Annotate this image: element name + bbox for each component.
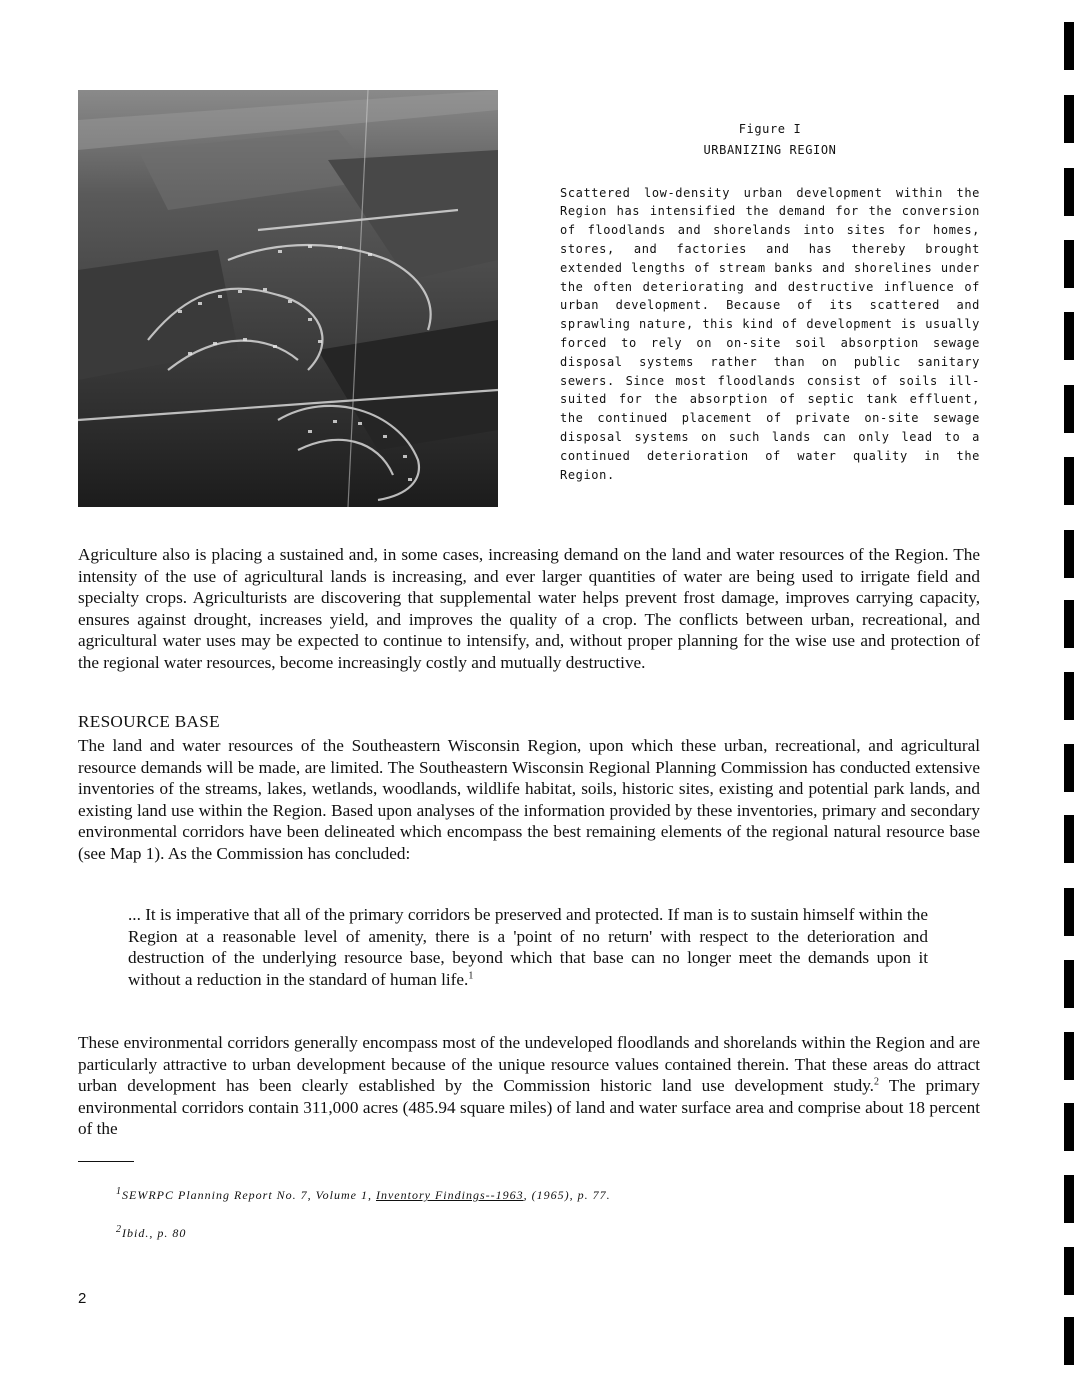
page-number: 2: [78, 1290, 87, 1307]
quote-text: ... It is imperative that all of the primary corridors be preserved and protected. If man is to sustain himself within the Region at a reasonable level of amenity, there is a 'point of no return' with respect to the deterioration and destruction of the underlying resource base, beyond which that base can no longer meet the demands upon it without a reduction in the standard of human life.: [128, 905, 928, 989]
footnote-2: [116, 1226, 186, 1241]
footnote-1-text: SEWRPC Planning Report No. 7, Volume 1,: [122, 1188, 376, 1202]
registration-mark: [1064, 457, 1074, 505]
footnote-2-text: Ibid., p. 80: [122, 1226, 187, 1240]
registration-mark: [1064, 815, 1074, 863]
figure-caption: [560, 120, 980, 484]
figure-label: Figure I: [738, 122, 802, 136]
aerial-photo: [78, 90, 498, 507]
corridors-footnote-ref: 2: [873, 1076, 879, 1088]
registration-mark: [1064, 385, 1074, 433]
footnote-1-number: 1: [116, 1186, 122, 1197]
footnote-1: [116, 1188, 611, 1203]
footnote-1-text-after: , (1965), p. 77.: [523, 1188, 611, 1202]
registration-mark: [1064, 888, 1074, 936]
section-heading: RESOURCE BASE: [78, 712, 220, 731]
aerial-photo-image: [78, 90, 498, 507]
corridors-text-part1: These environmental corridors generally encompass most of the undeveloped floodlands and shorelands within the Region and are particularly attractive to urban development because of the unique resource values contained therein. That these areas do attract urban development has been clearly established by the Commission historic land use development study.: [78, 1033, 980, 1095]
registration-mark: [1064, 600, 1074, 648]
registration-mark: [1064, 672, 1074, 720]
agriculture-paragraph: Agriculture also is placing a sustained and, in some cases, increasing demand on the land and water resources of the Region. The intensity of the use of agricultural lands is increasing, and ever larger quantities of water are being used to irrigate field and specialty crops. Agriculturists are discovering that supplemental water helps prevent frost damage, improves carrying capacity, ensures against drought, increases yield, and improves the quality of a crop. The conflicts between urban, recreational, and agricultural water uses may be expected to continue to intensify, and, without proper planning for the wise use and protection of the regional water resources, become increasingly costly and mutually destructive.: [78, 545, 980, 672]
registration-mark: [1064, 1247, 1074, 1295]
footnote-divider: [78, 1161, 134, 1162]
registration-mark: [1064, 530, 1074, 578]
footnote-1-underlined: Inventory Findings--1963: [375, 1188, 524, 1202]
registration-mark: [1064, 168, 1074, 216]
footnote-2-number: 2: [116, 1224, 122, 1235]
commission-quote: [128, 904, 928, 990]
resource-base-paragraph: The land and water resources of the Southeastern Wisconsin Region, upon which these urban, recreational, and agricultural resource demands will be made, are limited. The Southeastern Wisconsin Regional Planning Commission has conducted extensive inventories of the streams, lakes, wetlands, woodlands, wildlife habitat, soils, historic sites, existing and potential park lands, and existing land use within the Region. Based upon analyses of the information provided by these inventories, primary and secondary environmental corridors have been delineated which encompass the best remaining elements of the regional natural resource base (see Map 1). As the Commission has concluded:: [78, 736, 980, 863]
registration-mark: [1064, 1032, 1074, 1080]
registration-mark: [1064, 960, 1074, 1008]
registration-mark: [1064, 1103, 1074, 1151]
registration-mark: [1064, 744, 1074, 792]
figure-caption-text: Scattered low-density urban development within the Region has intensified the demand for the conversion of floodlands and shorelands into sites for homes, stores, and factories and has thereby brought extended lengths of stream banks and shorelines under the often deteriorating and destructive influence of urban development. Because of its scattered and sprawling nature, this kind of development is usually forced to rely on on-site soil absorption sewage disposal systems rather than on public sanitary sewers. Since most floodlands consist of soils ill-suited for the absorption of septic tank effluent, the continued placement of private on-site sewage disposal systems on such lands can only lead to a continued deterioration of water quality in the Region.: [560, 185, 980, 482]
registration-mark: [1064, 95, 1074, 143]
figure-title: URBANIZING REGION: [703, 142, 837, 157]
corridors-paragraph: [78, 1032, 980, 1140]
registration-mark: [1064, 240, 1074, 288]
registration-mark: [1064, 1175, 1074, 1223]
registration-mark: [1064, 312, 1074, 360]
quote-footnote-ref: 1: [468, 969, 474, 981]
corridors-text-part2: The primary environmental corridors contain 311,000 acres (485.94 square miles) of land and water surface area and comprise about 18 percent of the: [78, 1076, 980, 1138]
scan-registration-marks: [1058, 0, 1080, 1380]
registration-mark: [1064, 22, 1074, 70]
registration-mark: [1064, 1317, 1074, 1365]
